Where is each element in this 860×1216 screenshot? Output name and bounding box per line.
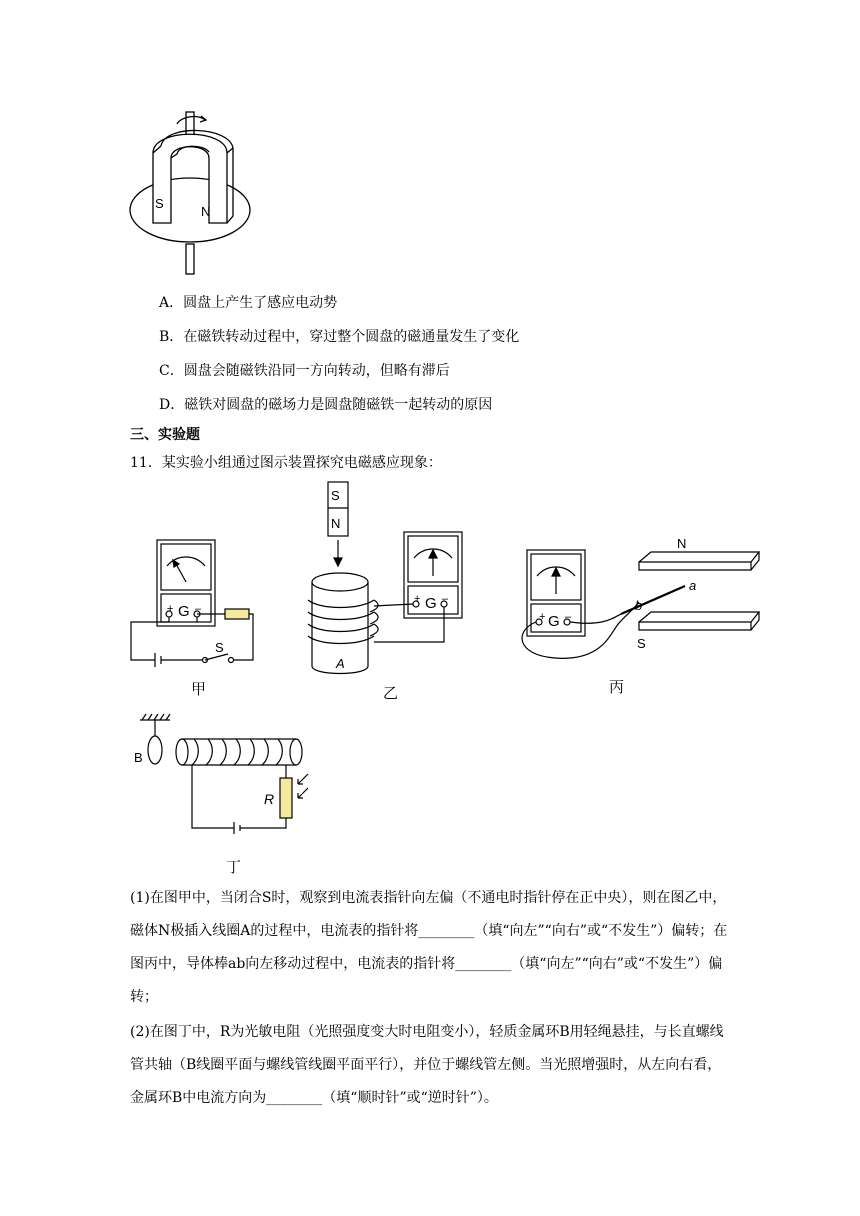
question-part-2: (2)在图丁中，R为光敏电阻（光照强度变大时电阻变小），轻质金属环B用轻绳悬挂，与长直螺线管共轴（B线圈平面与螺线管线圈平面平行），并位于螺线管左侧。当光照增强时，从左向右看，金属环B中电流方向为________（填“顺时针”或“逆时针”）。 xyxy=(130,1024,724,1106)
option-c: C．圆盘会随磁铁沿同一方向转动，但略有滞后 xyxy=(159,363,450,379)
question-11-stem: 11．某实验小组通过图示装置探究电磁感应现象： xyxy=(130,455,442,471)
caption-yi: 乙 xyxy=(383,684,399,702)
rod-a-label: a xyxy=(689,578,697,593)
figure-ding xyxy=(130,712,310,842)
pole-n-label: N xyxy=(201,204,211,219)
option-b: B．在磁铁转动过程中，穿过整个圆盘的磁通量发生了变化 xyxy=(159,329,520,345)
section-title: 三、实验题 xyxy=(130,427,200,443)
svg-text:–: – xyxy=(442,593,449,605)
figure-bing xyxy=(515,530,760,668)
magnet-n-label: N xyxy=(331,516,341,531)
caption-bing: 丙 xyxy=(609,678,625,696)
svg-text:+: + xyxy=(414,593,421,605)
galvanometer-label: G xyxy=(548,613,560,630)
option-a: A．圆盘上产生了感应电动势 xyxy=(159,295,338,311)
svg-text:–: – xyxy=(565,611,572,623)
svg-text:–: – xyxy=(195,603,202,615)
caption-jia: 甲 xyxy=(191,680,207,698)
caption-ding: 丁 xyxy=(226,858,242,876)
question-part-1: (1)在图甲中，当闭合S时，观察到电流表指针向左偏（不通电时指针停在正中央），则在图乙中，磁体N极插入线圈A的过程中，电流表的指针将________（填“向左”“向右”或“不发生”）偏转；在图丙中，导体棒ab向左移动过程中，电流表的指针将________（填“向左”“向右”或“不发生”）偏转； xyxy=(130,890,728,1005)
figure-jia xyxy=(125,538,265,668)
figure-yi xyxy=(300,478,475,678)
svg-text:+: + xyxy=(167,603,174,615)
option-d: D．磁铁对圆盘的磁场力是圆盘随磁铁一起转动的原因 xyxy=(159,397,493,413)
pole-n-label: N xyxy=(677,536,687,551)
magnet-disc-figure xyxy=(125,108,265,280)
svg-text:+: + xyxy=(539,611,546,623)
ring-b-label: B xyxy=(134,750,143,765)
pole-s-label: S xyxy=(637,636,646,651)
galvanometer-label: G xyxy=(178,603,190,620)
pole-s-label: S xyxy=(155,196,164,211)
resistor-r-label: R xyxy=(264,791,275,807)
galvanometer-label: G xyxy=(425,595,437,612)
rod-b-label: b xyxy=(635,598,643,613)
switch-label: S xyxy=(215,640,224,655)
magnet-s-label: S xyxy=(331,488,340,503)
coil-a-label: A xyxy=(336,656,345,671)
